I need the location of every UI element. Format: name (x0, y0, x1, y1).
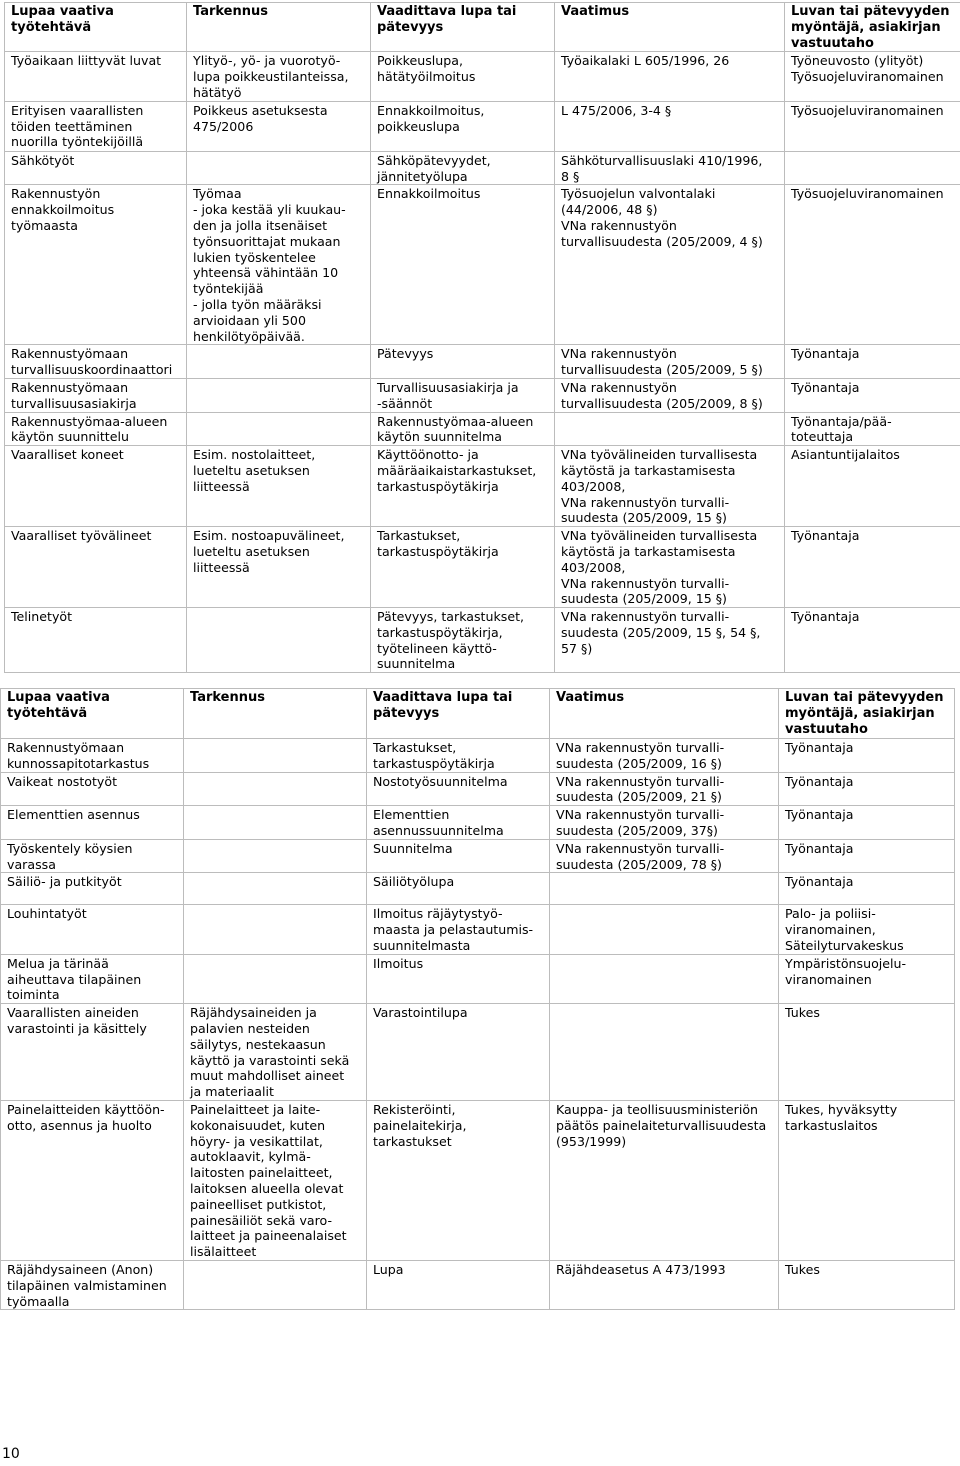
cell-specification (187, 345, 371, 379)
cell-requirement: Työsuojelun valvontalaki (44/2006, 48 §) VNa rakennustyön turvallisuudesta (205/2009, 4 §) (555, 185, 785, 345)
cell-requirement: VNa rakennustyön turvalli- suudesta (205/2009, 16 §) (550, 739, 779, 773)
cell-specification: Painelaitteet ja laite- kokonaisuudet, kuten höyry- ja vesikattilat, autoklaavit, kylmä- laitosten painelaitteet, laitoksen alueella olevat paineelliset putkistot, painesäiliöt sekä varo- laitteet ja paineenalaiset lisälaitteet (184, 1100, 367, 1260)
cell-requirement (555, 412, 785, 446)
cell-requirement: VNa rakennustyön turvallisuudesta (205/2009, 8 §) (555, 378, 785, 412)
table-row (5, 527, 960, 608)
table-row (1, 905, 955, 954)
cell-issuer: Työnantaja (779, 739, 955, 773)
table-row (5, 412, 960, 446)
cell-specification: Työmaa - joka kestää yli kuukau- den ja jolla itsenäiset työnsuorittajat mukaan lukien työskentelee yhteensä vähintään 10 työntekijää - jolla työn määräksi arvioidaan yli 500 henkilötyöpäivää. (187, 185, 371, 345)
table-row (5, 185, 960, 345)
cell-issuer: Tukes (779, 1260, 955, 1309)
cell-issuer: Työnantaja (779, 806, 955, 840)
cell-task: Rakennustyömaa-alueen käytön suunnittelu (5, 412, 187, 446)
cell-specification (187, 608, 371, 673)
cell-specification (184, 873, 367, 905)
cell-task: Räjähdysaineen (Anon) tilapäinen valmistaminen työmaalla (1, 1260, 184, 1309)
header-task: Lupaa vaativa työtehtävä (5, 3, 187, 52)
table-row (1, 1100, 955, 1260)
cell-issuer: Tukes (779, 1004, 955, 1101)
cell-issuer: Asiantuntijalaitos (785, 446, 960, 527)
cell-required-permit: Varastointilupa (367, 1004, 550, 1101)
cell-required-permit: Lupa (367, 1260, 550, 1309)
cell-issuer: Työnantaja/pää- toteuttaja (785, 412, 960, 446)
cell-specification (187, 412, 371, 446)
cell-required-permit: Rakennustyömaa-alueen käytön suunnitelma (371, 412, 555, 446)
cell-requirement: VNa rakennustyön turvalli- suudesta (205/2009, 15 §, 54 §, 57 §) (555, 608, 785, 673)
cell-required-permit: Käyttöönotto- ja määräaikaistarkastukset, tarkastuspöytäkirja (371, 446, 555, 527)
cell-requirement: Kauppa- ja teollisuusministeriön päätös painelaiteturvallisuudesta (953/1999) (550, 1100, 779, 1260)
header-issuer: Luvan tai pätevyyden myöntäjä, asiakirjan vastuutaho (779, 689, 955, 739)
cell-required-permit: Ennakkoilmoitus, poikkeuslupa (371, 101, 555, 151)
header-requirement: Vaatimus (555, 3, 785, 52)
cell-specification (184, 772, 367, 806)
cell-required-permit: Rekisteröinti, painelaitekirja, tarkastukset (367, 1100, 550, 1260)
cell-task: Työaikaan liittyvät luvat (5, 52, 187, 101)
cell-issuer: Työnantaja (779, 873, 955, 905)
permits-table-1 (4, 2, 960, 673)
cell-issuer: Työnantaja (779, 839, 955, 873)
header-task: Lupaa vaativa työtehtävä (1, 689, 184, 739)
page-number: 10 (2, 1446, 20, 1462)
table-row (1, 739, 955, 773)
cell-task: Säiliö- ja putkityöt (1, 873, 184, 905)
table-row (5, 345, 960, 379)
table-row (5, 446, 960, 527)
cell-specification: Ylityö-, yö- ja vuorotyö- lupa poikkeustilanteissa, hätätyö (187, 52, 371, 101)
header-specification: Tarkennus (184, 689, 367, 739)
cell-task: Melua ja tärinää aiheuttava tilapäinen toiminta (1, 954, 184, 1003)
cell-requirement (550, 1004, 779, 1101)
cell-requirement: Sähköturvallisuuslaki 410/1996, 8 § (555, 151, 785, 185)
table-row (5, 151, 960, 185)
cell-specification: Räjähdysaineiden ja palavien nesteiden säilytys, nestekaasun käyttö ja varastointi sekä muut mahdolliset aineet ja materiaalit (184, 1004, 367, 1101)
cell-issuer: Työnantaja (785, 345, 960, 379)
table-row (1, 839, 955, 873)
cell-requirement (550, 873, 779, 905)
cell-task: Vaaralliset koneet (5, 446, 187, 527)
cell-task: Erityisen vaarallisten töiden teettäminen nuorilla työntekijöillä (5, 101, 187, 151)
cell-requirement: VNa rakennustyön turvalli- suudesta (205/2009, 37§) (550, 806, 779, 840)
cell-issuer: Työsuojeluviranomainen (785, 101, 960, 151)
table-row (1, 772, 955, 806)
cell-specification (184, 806, 367, 840)
cell-issuer: Työsuojeluviranomainen (785, 185, 960, 345)
cell-specification (187, 151, 371, 185)
header-issuer: Luvan tai pätevyyden myöntäjä, asiakirjan vastuutaho (785, 3, 960, 52)
cell-specification (184, 739, 367, 773)
table-row (1, 1004, 955, 1101)
cell-required-permit: Sähköpätevyydet, jännitetyölupa (371, 151, 555, 185)
cell-issuer: Työnantaja (785, 608, 960, 673)
cell-required-permit: Säiliötyölupa (367, 873, 550, 905)
cell-task: Sähkötyöt (5, 151, 187, 185)
cell-requirement: L 475/2006, 3-4 § (555, 101, 785, 151)
cell-specification: Esim. nostolaitteet, lueteltu asetuksen liitteessä (187, 446, 371, 527)
cell-issuer: Työnantaja (779, 772, 955, 806)
permits-table-2 (0, 688, 955, 1310)
table-row (5, 52, 960, 101)
cell-required-permit: Tarkastukset, tarkastuspöytäkirja (367, 739, 550, 773)
cell-task: Rakennustyömaan turvallisuuskoordinaattori (5, 345, 187, 379)
cell-specification (187, 378, 371, 412)
cell-required-permit: Turvallisuusasiakirja ja -säännöt (371, 378, 555, 412)
cell-task: Rakennustyön ennakkoilmoitus työmaasta (5, 185, 187, 345)
cell-required-permit: Poikkeuslupa, hätätyöilmoitus (371, 52, 555, 101)
cell-required-permit: Suunnitelma (367, 839, 550, 873)
cell-task: Työskentely köysien varassa (1, 839, 184, 873)
cell-issuer: Palo- ja poliisi- viranomainen, Säteilyturvakeskus (779, 905, 955, 954)
cell-requirement: VNa rakennustyön turvalli- suudesta (205/2009, 21 §) (550, 772, 779, 806)
cell-required-permit: Ilmoitus räjäytystyö- maasta ja pelastautumis- suunnitelmasta (367, 905, 550, 954)
cell-requirement (550, 905, 779, 954)
cell-task: Painelaitteiden käyttöön- otto, asennus ja huolto (1, 1100, 184, 1260)
cell-required-permit: Ilmoitus (367, 954, 550, 1003)
cell-task: Elementtien asennus (1, 806, 184, 840)
cell-issuer: Työnantaja (785, 378, 960, 412)
cell-required-permit: Pätevyys (371, 345, 555, 379)
table-row (5, 608, 960, 673)
cell-task: Louhintatyöt (1, 905, 184, 954)
cell-task: Vaikeat nostotyöt (1, 772, 184, 806)
cell-task: Rakennustyömaan turvallisuusasiakirja (5, 378, 187, 412)
cell-specification (184, 1260, 367, 1309)
cell-task: Telinetyöt (5, 608, 187, 673)
cell-requirement: Räjähdeasetus A 473/1993 (550, 1260, 779, 1309)
cell-issuer (785, 151, 960, 185)
cell-requirement: Työaikalaki L 605/1996, 26 (555, 52, 785, 101)
table-header-row (1, 689, 955, 739)
cell-issuer: Tukes, hyväksytty tarkastuslaitos (779, 1100, 955, 1260)
cell-specification: Poikkeus asetuksesta 475/2006 (187, 101, 371, 151)
cell-requirement (550, 954, 779, 1003)
cell-specification (184, 954, 367, 1003)
header-required-permit: Vaadittava lupa tai pätevyys (371, 3, 555, 52)
header-specification: Tarkennus (187, 3, 371, 52)
table-row (1, 954, 955, 1003)
cell-required-permit: Tarkastukset, tarkastuspöytäkirja (371, 527, 555, 608)
cell-specification: Esim. nostoapuvälineet, lueteltu asetuksen liitteessä (187, 527, 371, 608)
cell-required-permit: Pätevyys, tarkastukset, tarkastuspöytäkirja, työtelineen käyttö- suunnitelma (371, 608, 555, 673)
cell-requirement: VNa rakennustyön turvalli- suudesta (205/2009, 78 §) (550, 839, 779, 873)
cell-specification (184, 905, 367, 954)
cell-requirement: VNa työvälineiden turvallisesta käytöstä ja tarkastamisesta 403/2008, VNa rakennustyön turvalli- suudesta (205/2009, 15 §) (555, 527, 785, 608)
header-requirement: Vaatimus (550, 689, 779, 739)
cell-task: Rakennustyömaan kunnossapitotarkastus (1, 739, 184, 773)
table-row (5, 378, 960, 412)
table-row (1, 873, 955, 905)
table-header-row (5, 3, 960, 52)
cell-required-permit: Ennakkoilmoitus (371, 185, 555, 345)
header-required-permit: Vaadittava lupa tai pätevyys (367, 689, 550, 739)
table-row (1, 806, 955, 840)
table-row (5, 101, 960, 151)
table-row (1, 1260, 955, 1309)
cell-task: Vaaralliset työvälineet (5, 527, 187, 608)
cell-required-permit: Elementtien asennussuunnitelma (367, 806, 550, 840)
cell-issuer: Ympäristönsuojelu- viranomainen (779, 954, 955, 1003)
cell-specification (184, 839, 367, 873)
cell-requirement: VNa työvälineiden turvallisesta käytöstä ja tarkastamisesta 403/2008, VNa rakennustyön turvalli- suudesta (205/2009, 15 §) (555, 446, 785, 527)
cell-required-permit: Nostotyösuunnitelma (367, 772, 550, 806)
cell-issuer: Työneuvosto (ylityöt) Työsuojeluviranomainen (785, 52, 960, 101)
cell-requirement: VNa rakennustyön turvallisuudesta (205/2009, 5 §) (555, 345, 785, 379)
cell-issuer: Työnantaja (785, 527, 960, 608)
cell-task: Vaarallisten aineiden varastointi ja käsittely (1, 1004, 184, 1101)
